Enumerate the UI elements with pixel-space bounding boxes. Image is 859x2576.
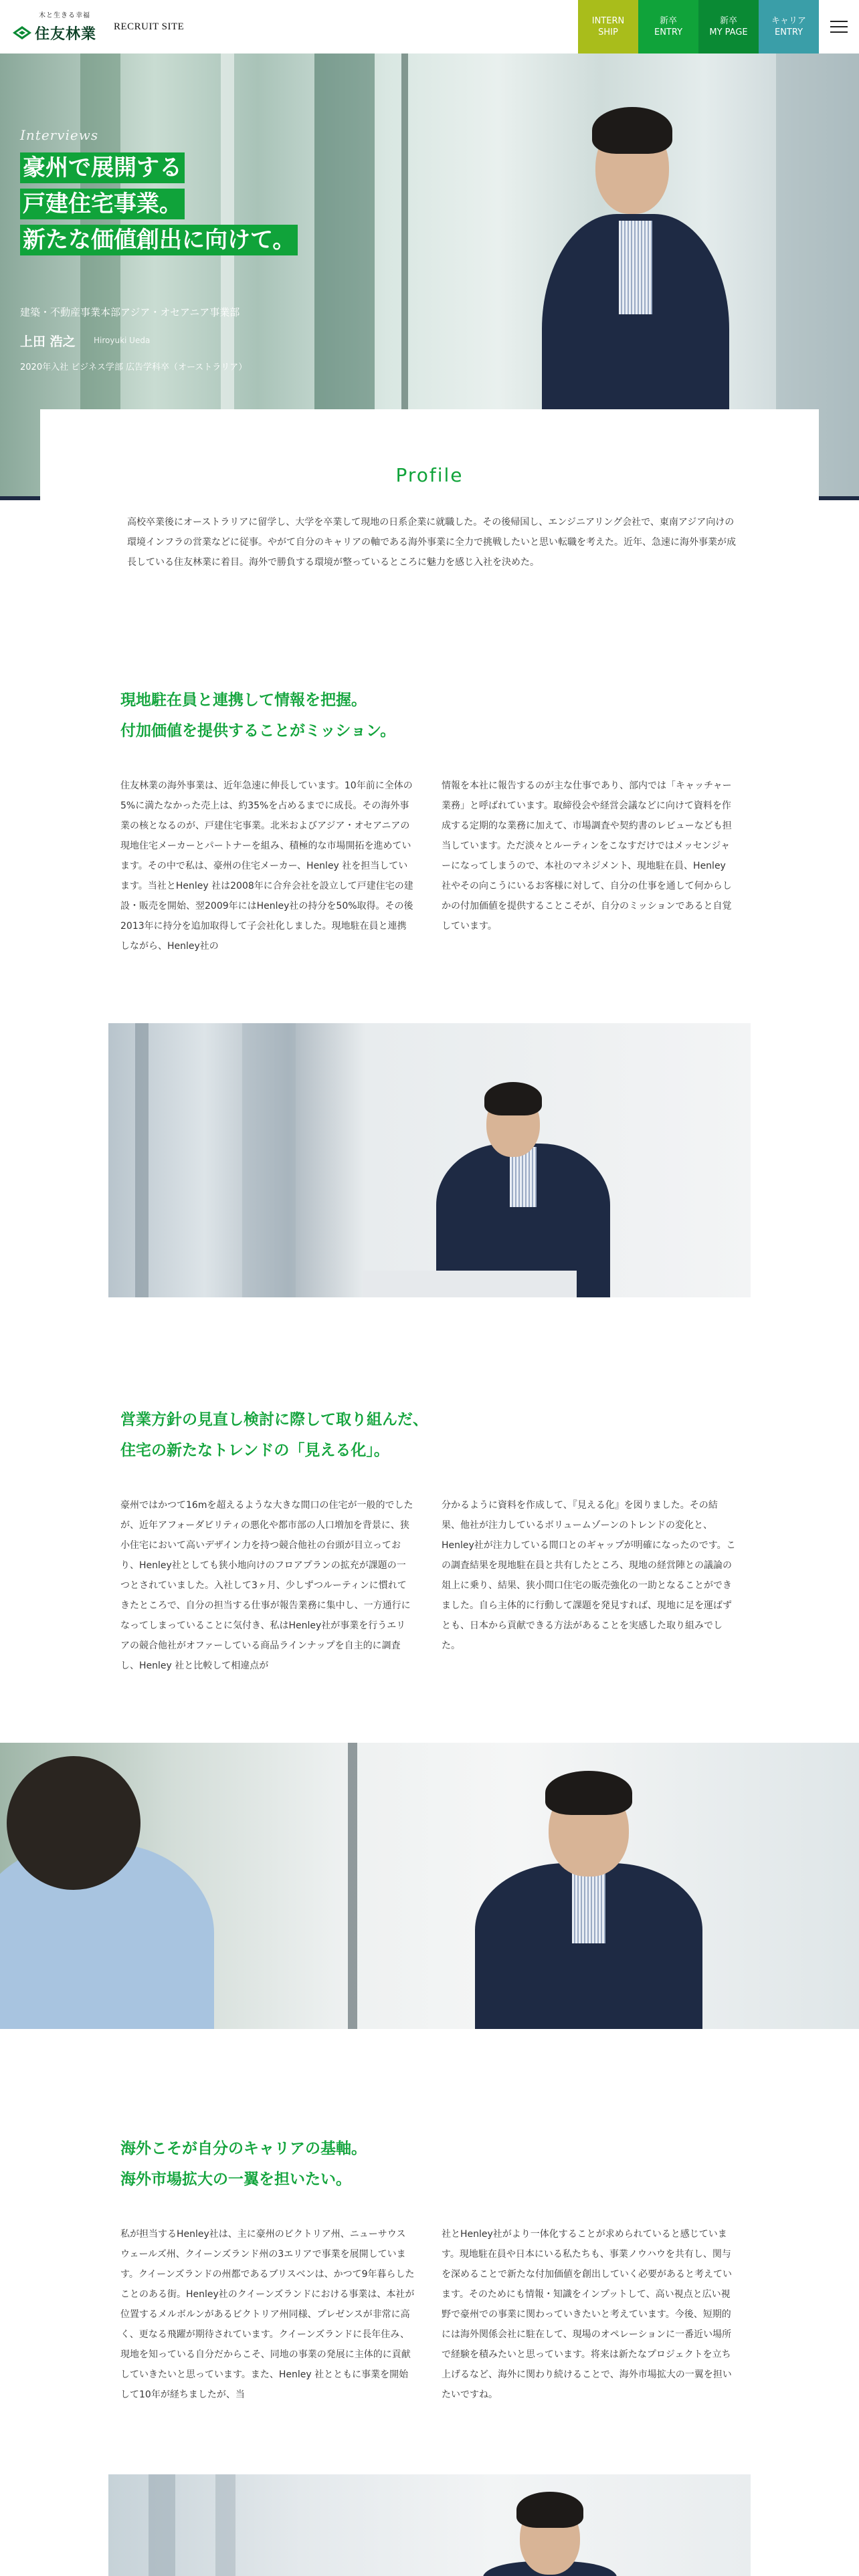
interview-photo-bottom bbox=[108, 2474, 751, 2576]
career-entry-sublabel: ENTRY bbox=[774, 27, 803, 37]
recruit-site-label: RECRUIT SITE bbox=[114, 21, 185, 32]
company-logo[interactable] bbox=[12, 9, 106, 45]
hero-title-line-3: 新たな価値創出に向けて。 bbox=[20, 225, 298, 255]
section-2-left-text: 豪州ではかつて16mを超えるような大きな間口の住宅が一般的でしたが、近年アフォーダビリティの悪化や都市部の人口増加を背景に、狭小住宅において高いデザイン力を持つ競合他社の台頭が目立っており、Henley社としても狭小地向けのフロアプランの拡充が課題の一つとされていました。入社して3ヶ月、少しずつルーティンに慣れてきたところで、自分の担当する仕事が報告業務に集中し、一方通行になってしまっていることに気付き、私はHenley社が事業を行うエリアの競合他社がオファーしている商品ラインナップを自主的に調査し、Henley 社と比較して相違点が bbox=[120, 1500, 413, 1671]
internship-button[interactable] bbox=[578, 0, 638, 53]
section-3-heading-line-1: 海外こそが自分のキャリアの基軸。 bbox=[120, 2140, 367, 2157]
header-nav bbox=[578, 0, 859, 53]
interview-photo-smiling bbox=[0, 1743, 859, 2029]
section-3-left-text: 私が担当するHenley社は、主に豪州のビクトリア州、ニューサウスウェールズ州、クイーンズランド州の3エリアで事業を展開しています。クイーンズランドの州都であるブリスベンは、かつて9年暮らしたことのある街。Henley社のクイーンズランドにおける事業は、本社が位置するメルボルンがあるビクトリア州同様、プレゼンスが非常に高く、更なる飛躍が期待されています。クイーンズランドに長年住み、現地を知っている自分だからこそ、同地の事業の発展に主体的に貢献していきたいと思っています。また、Henley 社とともに事業を開始して10年が経ちましたが、当 bbox=[120, 2229, 415, 2400]
logo-tagline: 木と生きる幸福 bbox=[39, 12, 90, 19]
logo-name: 住友林業 bbox=[35, 26, 97, 43]
leaf-logo-icon bbox=[12, 25, 32, 40]
profile-heading: Profile bbox=[395, 464, 464, 486]
hero-title-line-1: 豪州で展開する bbox=[20, 152, 185, 183]
section-1-left-text: 住友林業の海外事業は、近年急速に伸長しています。10年前に全体の5%に満たなかった売上は、約35%を占めるまでに成長。その海外事業の核となるのが、戸建住宅事業。北米およびアジア・オセアニアの現地住宅メーカーとパートナーを組み、積極的な市場開拓を進めています。その中で私は、豪州の住宅メーカー、Henley 社を担当しています。当社とHenley 社は2008年に合弁会社を設立して戸建住宅の建設・販売を開始、翌2009年にはHenley社の持分を50%取得。その後2013年に持分を追加取得して子会社化しました。現地駐在員と連携しながら、Henley社の bbox=[120, 780, 413, 952]
section-2-heading-line-1: 営業方針の見直し検討に際して取り組んだ、 bbox=[120, 1411, 428, 1428]
section-3-right-text: 社とHenley社がより一体化することが求められていると感じています。現地駐在員や日本にいる私たちも、事業ノウハウを共有し、関与を深めることで新たな付加価値を創出していく必要があると考えています。そのためにも情報・知識をインプットして、高い視点と広い視野で豪州での事業に関わっていきたいと考えています。今後、短期的には海外関係会社に駐在して、現場のオペレーションに一番近い場所で経験を積みたいと思っています。将来は新たなプロジェクトを立ち上げるなど、海外に関わり続けることで、海外市場拡大の一翼を担いたいですね。 bbox=[442, 2229, 732, 2400]
career-entry-label: キャリア bbox=[771, 16, 806, 26]
hero-name: 上田 浩之 bbox=[20, 334, 76, 349]
new-grad-mypage-sublabel: MY PAGE bbox=[709, 27, 748, 37]
section-2-right-text: 分かるように資料を作成して、『見える化』を図りました。その結果、他社が注力しているボリュームゾーンのトレンドの変化と、Henley社が注力している間口とのギャップが明確になったのです。この調査結果を現地駐在員と共有したところ、現地の経営陣との議論の俎上に乗り、結果、狭小間口住宅の販売強化の一助となることができました。自ら主体的に行動して課題を発見すれば、現地に足を運ばずとも、日本から貢献できる方法があることを実感した取り組みでした。 bbox=[442, 1500, 736, 1651]
section-2-heading bbox=[120, 1404, 428, 1466]
hamburger-icon bbox=[830, 21, 848, 33]
hero-title-line-2: 戸建住宅事業。 bbox=[20, 189, 185, 219]
section-1-heading-line-1: 現地駐在員と連携して情報を把握。 bbox=[120, 691, 367, 709]
site-header bbox=[0, 0, 859, 53]
menu-button[interactable] bbox=[819, 0, 859, 53]
internship-label: INTERN bbox=[591, 16, 625, 26]
new-grad-entry-sublabel: ENTRY bbox=[654, 27, 683, 37]
new-grad-mypage-label: 新卒 bbox=[719, 16, 737, 26]
section-3-heading bbox=[120, 2133, 367, 2195]
section-2-heading-line-2: 住宅の新たなトレンドの「見える化」。 bbox=[120, 1442, 389, 1459]
section-3-heading-line-2: 海外市場拡大の一翼を担いたい。 bbox=[120, 2171, 351, 2188]
new-grad-entry-button[interactable] bbox=[638, 0, 698, 53]
new-grad-entry-label: 新卒 bbox=[659, 16, 677, 26]
interview-photo-desk bbox=[108, 1023, 751, 1297]
section-1-heading-line-2: 付加価値を提供することがミッション。 bbox=[120, 722, 396, 740]
interviews-label: Interviews bbox=[20, 127, 99, 143]
hero-department: 建築・不動産事業本部アジア・オセアニア事業部 bbox=[20, 306, 240, 318]
profile-text: 高校卒業後にオーストラリアに留学し、大学を卒業して現地の日系企業に就職した。その後帰国し、エンジニアリング会社で、東南アジア向けの環境インフラの営業などに従事。やがて自分のキャリアの軸である海外事業に全力で挑戦したいと思い転職を考えた。近年、急速に海外事業が成長している住友林業に着目。海外で勝負する環境が整っているところに魅力を感じ入社を決めた。 bbox=[127, 517, 736, 568]
hero-text bbox=[20, 127, 341, 261]
new-grad-mypage-button[interactable] bbox=[698, 0, 759, 53]
career-entry-button[interactable] bbox=[759, 0, 819, 53]
hero-career: 2020年入社 ビジネス学部 広告学科卒（オーストラリア） bbox=[20, 362, 248, 372]
hero-name-romaji: Hiroyuki Ueda bbox=[94, 336, 151, 345]
section-1-right-text: 情報を本社に報告するのが主な仕事であり、部内では「キャッチャー業務」と呼ばれています。取締役会や経営会議などに向けて資料を作成する定期的な業務に加えて、市場調査や契約書のレビューなども担当しています。ただ淡々とルーティンをこなすだけではメッセンジャーになってしまうので、本社のマネジメント、現地駐在員、Henley 社やその向こうにいるお客様に対して、自分の仕事を通して何からしかの付加価値を提供することこそが、自分のミッションであると自覚しています。 bbox=[442, 780, 732, 932]
internship-sublabel: SHIP bbox=[598, 27, 618, 37]
section-1-heading bbox=[120, 685, 395, 746]
